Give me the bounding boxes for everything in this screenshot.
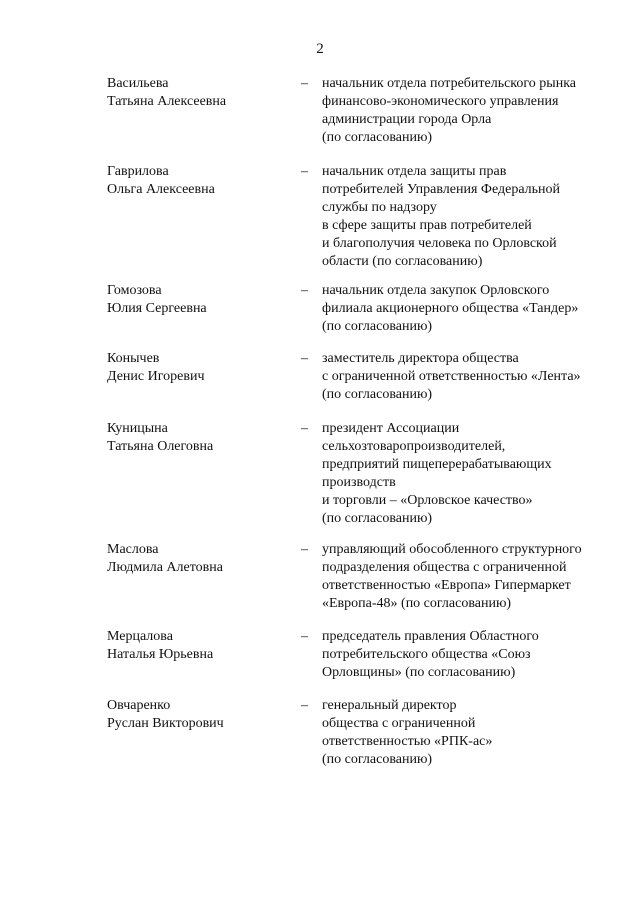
position-line: общества с ограниченной <box>322 716 476 731</box>
member-name <box>107 282 287 318</box>
position-line: начальник отдела потребительского рынка <box>322 76 576 91</box>
member-surname: Васильева <box>107 76 169 91</box>
position-line: председатель правления Областного <box>322 629 539 644</box>
position-line: ответственностью «Европа» Гипермаркет <box>322 578 571 593</box>
member-given-names: Татьяна Алексеевна <box>107 94 227 109</box>
member-name <box>107 163 287 199</box>
member-surname: Овчаренко <box>107 698 171 713</box>
dash-separator: – <box>301 698 308 713</box>
position-line: финансово-экономического управления <box>322 94 559 109</box>
position-line: управляющий обособленного структурного <box>322 542 582 557</box>
position-line: службы по надзору <box>322 200 437 215</box>
position-line: (по согласованию) <box>322 511 433 526</box>
position-line: ответственностью «РПК-ас» <box>322 734 493 749</box>
position-line: с ограниченной ответственностью «Лента» <box>322 369 581 384</box>
dash-separator: – <box>301 421 308 436</box>
member-surname: Куницына <box>107 421 168 436</box>
member-surname: Гаврилова <box>107 164 169 179</box>
member-name <box>107 541 287 577</box>
member-given-names: Денис Игоревич <box>107 369 205 384</box>
member-given-names: Татьяна Олеговна <box>107 439 214 454</box>
member-position <box>322 282 622 336</box>
member-position <box>322 420 622 528</box>
member-name <box>107 350 287 386</box>
position-line: и благополучия человека по Орловской <box>322 236 557 251</box>
position-line: филиала акционерного общества «Тандер» <box>322 301 579 316</box>
member-name <box>107 697 287 733</box>
position-line: производств <box>322 475 396 490</box>
member-position <box>322 697 622 769</box>
position-line: (по согласованию) <box>322 387 433 402</box>
page-number: 2 <box>316 41 324 57</box>
position-line: начальник отдела защиты прав <box>322 164 507 179</box>
position-line: заместитель директора общества <box>322 351 519 366</box>
member-given-names: Наталья Юрьевна <box>107 647 214 662</box>
member-given-names: Руслан Викторович <box>107 716 224 731</box>
position-line: потребителей Управления Федеральной <box>322 182 561 197</box>
position-line: (по согласованию) <box>322 752 433 767</box>
dash-separator: – <box>301 283 308 298</box>
dash-separator: – <box>301 76 308 91</box>
member-surname: Мерцалова <box>107 629 173 644</box>
position-line: начальник отдела закупок Орловского <box>322 283 550 298</box>
position-line: в сфере защиты прав потребителей <box>322 218 532 233</box>
position-line: Орловщины» (по согласованию) <box>322 665 516 680</box>
dash-separator: – <box>301 542 308 557</box>
dash-separator: – <box>301 351 308 366</box>
member-surname: Гомозова <box>107 283 162 298</box>
position-line: сельхозтоваропроизводителей, <box>322 439 506 454</box>
member-surname: Конычев <box>107 351 160 366</box>
member-position <box>322 541 622 613</box>
member-given-names: Юлия Сергеевна <box>107 301 207 316</box>
position-line: и торговли – «Орловское качество» <box>322 493 533 508</box>
position-line: предприятий пищеперерабатывающих <box>322 457 552 472</box>
member-name <box>107 75 287 111</box>
position-line: подразделения общества с ограниченной <box>322 560 567 575</box>
member-position <box>322 628 622 682</box>
position-line: (по согласованию) <box>322 130 433 145</box>
dash-separator: – <box>301 629 308 644</box>
position-line: потребительского общества «Союз <box>322 647 531 662</box>
member-given-names: Людмила Алетовна <box>107 560 223 575</box>
member-name <box>107 420 287 456</box>
position-line: президент Ассоциации <box>322 421 460 436</box>
position-line: (по согласованию) <box>322 319 433 334</box>
member-given-names: Ольга Алексеевна <box>107 182 215 197</box>
position-line: администрации города Орла <box>322 112 492 127</box>
member-surname: Маслова <box>107 542 159 557</box>
position-line: области (по согласованию) <box>322 254 483 269</box>
position-line: генеральный директор <box>322 698 457 713</box>
member-position <box>322 163 622 271</box>
member-name <box>107 628 287 664</box>
position-line: «Европа-48» (по согласованию) <box>322 596 512 611</box>
member-position <box>322 350 622 404</box>
dash-separator: – <box>301 164 308 179</box>
member-position <box>322 75 622 147</box>
